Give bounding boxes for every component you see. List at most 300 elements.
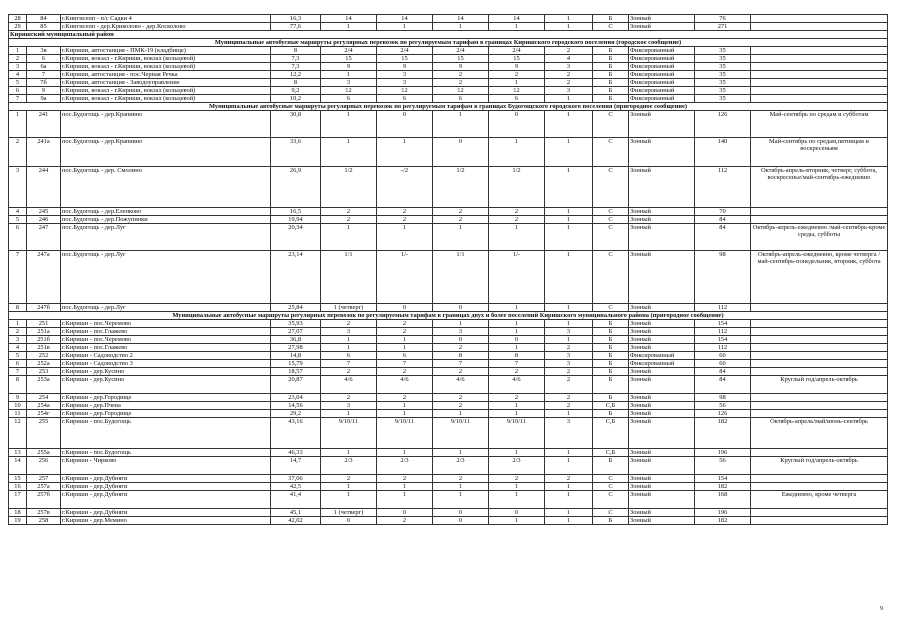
schedule-note — [751, 304, 888, 312]
row-number: 3 — [9, 336, 27, 344]
fare: 35 — [695, 63, 751, 71]
route-length: 7,3 — [271, 55, 321, 63]
schedule-note — [751, 352, 888, 360]
table-row — [9, 402, 888, 410]
route-name: пос.Будогощь - дер.Крапивно — [61, 111, 271, 138]
route-name: г.Кириши, вокзал - г.Кириши, вокзал (кольцевой) — [61, 63, 271, 71]
trips-thu: 1 — [489, 402, 545, 410]
trips-tue: 2 — [377, 320, 433, 328]
route-name: г.Кириши - пос.Черемово — [61, 336, 271, 344]
route-number: 245 — [27, 208, 61, 216]
route-number: 257в — [27, 509, 61, 517]
schedule-note — [751, 410, 888, 418]
route-name: г.Кириши - дер.Городище — [61, 410, 271, 418]
trips-wed: 0 — [433, 304, 489, 312]
tariff-type: Фиксированный — [629, 55, 695, 63]
trips-wed: 2 — [433, 394, 489, 402]
row-number: 1 — [9, 111, 27, 138]
table-row — [9, 320, 888, 328]
fare: 56 — [695, 457, 751, 475]
route-name: г.Кириши - дер.Кусино — [61, 376, 271, 394]
trips-thu: 2/3 — [489, 457, 545, 475]
vehicle-class: С — [593, 111, 629, 138]
fare: 70 — [695, 208, 751, 216]
trips-mon: 1 — [321, 491, 377, 509]
table-row — [9, 208, 888, 216]
tariff-type: Зонный — [629, 138, 695, 167]
trips-thu: 1 — [489, 224, 545, 251]
route-name: г.Кириши - Чирково — [61, 457, 271, 475]
schedule-note: Октябрь-апрель-ежедневно, кроме четверга /май-сентябрь-понедельник, вторник, суббота — [751, 251, 888, 304]
trips-thu: 8 — [489, 352, 545, 360]
row-number: 15 — [9, 475, 27, 483]
vehicle-class: С — [593, 216, 629, 224]
route-name: пос.Будогощь - дер. Смолино — [61, 167, 271, 208]
trips-wed: 1 — [433, 224, 489, 251]
route-number: 257б — [27, 491, 61, 509]
vehicle-class: С — [593, 509, 629, 517]
row-number: 2 — [9, 55, 27, 63]
table-row — [9, 410, 888, 418]
trips-thu: 1 — [489, 517, 545, 525]
vehicle-class: Б — [593, 517, 629, 525]
table-row — [9, 63, 888, 71]
trips-wed: 2 — [433, 344, 489, 352]
fare: 56 — [695, 402, 751, 410]
route-name: пос.Будогощь - дер.Луг — [61, 251, 271, 304]
trips-tue: 4/6 — [377, 376, 433, 394]
trips-tue: 2 — [377, 328, 433, 336]
fare: 154 — [695, 320, 751, 328]
trips-thu: 1 — [489, 79, 545, 87]
route-name: пос.Будогощь - дер.Луг — [61, 224, 271, 251]
fare: 35 — [695, 79, 751, 87]
schedule-note — [751, 517, 888, 525]
trips-mon: 3 — [321, 79, 377, 87]
table-row — [9, 23, 888, 31]
trips-wed: 9/10/11 — [433, 418, 489, 449]
vehicles-count: 1 — [545, 336, 593, 344]
route-number: 6а — [27, 63, 61, 71]
trips-mon: 4/6 — [321, 376, 377, 394]
trips-tue: 2 — [377, 517, 433, 525]
route-name: пос.Будогощь - дер.Крапивно — [61, 138, 271, 167]
vehicle-class: С — [593, 208, 629, 216]
table-row — [9, 483, 888, 491]
route-length: 16,5 — [271, 208, 321, 216]
table-row — [9, 368, 888, 376]
route-number: 6 — [27, 55, 61, 63]
vehicles-count: 1 — [545, 304, 593, 312]
table-row — [9, 55, 888, 63]
vehicles-count: 3 — [545, 360, 593, 368]
route-length: 77,6 — [271, 23, 321, 31]
fare: 112 — [695, 167, 751, 208]
route-name: г.Кириши - дер.Дубняги — [61, 483, 271, 491]
vehicle-class: Б — [593, 376, 629, 394]
route-length: 42,5 — [271, 483, 321, 491]
vehicle-class: С — [593, 491, 629, 509]
row-number: 5 — [9, 216, 27, 224]
route-length: 14,7 — [271, 457, 321, 475]
route-number: 7б — [27, 79, 61, 87]
trips-tue: 0 — [377, 304, 433, 312]
schedule-note — [751, 79, 888, 87]
trips-mon: 6 — [321, 352, 377, 360]
tariff-type: Фиксированный — [629, 87, 695, 95]
route-length: 8 — [271, 79, 321, 87]
row-number: 16 — [9, 483, 27, 491]
route-name: г.Кириши - дер.Мемино — [61, 517, 271, 525]
route-number: 3в — [27, 47, 61, 55]
trips-mon: 0 — [321, 517, 377, 525]
vehicle-class: С — [593, 483, 629, 491]
fare: 112 — [695, 304, 751, 312]
trips-wed: 1/1 — [433, 251, 489, 304]
table-row — [9, 418, 888, 449]
trips-wed: 2 — [433, 402, 489, 410]
table-row — [9, 360, 888, 368]
schedule-note — [751, 216, 888, 224]
trips-tue: 1 — [377, 23, 433, 31]
route-length: 16,3 — [271, 15, 321, 23]
tariff-type: Фиксированный — [629, 79, 695, 87]
trips-tue: 14 — [377, 15, 433, 23]
vehicles-count: 2 — [545, 475, 593, 483]
route-name: г.Кириши, автостанция - пос.Черная Речка — [61, 71, 271, 79]
route-length: 37,06 — [271, 475, 321, 483]
route-name: г.Кириши - дер.Дубняги — [61, 475, 271, 483]
trips-tue: 0 — [377, 111, 433, 138]
schedule-note — [751, 402, 888, 410]
trips-tue: 1 — [377, 491, 433, 509]
trips-mon: 15 — [321, 55, 377, 63]
table-row — [9, 111, 888, 138]
schedule-note — [751, 47, 888, 55]
fare: 126 — [695, 111, 751, 138]
trips-wed: 2 — [433, 208, 489, 216]
trips-mon: 1 (четверг) — [321, 509, 377, 517]
row-number: 7 — [9, 368, 27, 376]
row-number: 4 — [9, 344, 27, 352]
vehicle-class: С — [593, 251, 629, 304]
vehicles-count: 1 — [545, 15, 593, 23]
row-number: 19 — [9, 517, 27, 525]
route-name: г.Кингисепп - п/с Садки 4 — [61, 15, 271, 23]
row-number: 3 — [9, 167, 27, 208]
tariff-type: Зонный — [629, 394, 695, 402]
vehicle-class: Б — [593, 320, 629, 328]
vehicle-class: Б — [593, 63, 629, 71]
schedule-note — [751, 55, 888, 63]
schedule-note — [751, 483, 888, 491]
tariff-type: Зонный — [629, 402, 695, 410]
trips-thu: 1 — [489, 320, 545, 328]
vehicles-count: 1 — [545, 509, 593, 517]
fare: 98 — [695, 394, 751, 402]
tariff-type: Зонный — [629, 517, 695, 525]
trips-tue: 9/10/11 — [377, 418, 433, 449]
vehicle-class: С,Б — [593, 418, 629, 449]
route-number: 247б — [27, 304, 61, 312]
table-row — [9, 394, 888, 402]
vehicle-class: С,Б — [593, 402, 629, 410]
table-row — [9, 352, 888, 360]
vehicles-count: 1 — [545, 95, 593, 103]
row-number: 6 — [9, 87, 27, 95]
table-row — [9, 491, 888, 509]
vehicles-count: 1 — [545, 483, 593, 491]
fare: 271 — [695, 23, 751, 31]
trips-mon: 9/10/11 — [321, 418, 377, 449]
vehicle-class: Б — [593, 15, 629, 23]
route-length: 43,16 — [271, 418, 321, 449]
trips-tue: 1 — [377, 138, 433, 167]
route-name: г.Кириши - пос.Будогощь — [61, 449, 271, 457]
route-length: 14,8 — [271, 352, 321, 360]
schedule-note — [751, 63, 888, 71]
trips-mon: 1 — [321, 483, 377, 491]
trips-wed: 1 — [433, 111, 489, 138]
vehicle-class: Б — [593, 47, 629, 55]
table-row — [9, 15, 888, 23]
route-length: 8 — [271, 47, 321, 55]
route-length: 23,04 — [271, 394, 321, 402]
vehicle-class: Б — [593, 394, 629, 402]
route-length: 42,02 — [271, 517, 321, 525]
table-row — [9, 138, 888, 167]
route-number: 251б — [27, 336, 61, 344]
table-row — [9, 328, 888, 336]
trips-thu: 1 — [489, 483, 545, 491]
route-number: 254 — [27, 394, 61, 402]
route-number: 251а — [27, 328, 61, 336]
schedule-note — [751, 95, 888, 103]
tariff-type: Зонный — [629, 251, 695, 304]
vehicles-count: 1 — [545, 410, 593, 418]
route-name: г.Кингисепп - дер.Криколово - дер.Косколово — [61, 23, 271, 31]
route-number: 251в — [27, 344, 61, 352]
trips-thu: 4/6 — [489, 376, 545, 394]
route-length: 14,56 — [271, 402, 321, 410]
row-number: 4 — [9, 208, 27, 216]
vehicles-count: 1 — [545, 320, 593, 328]
tariff-type: Зонный — [629, 304, 695, 312]
row-number: 1 — [9, 320, 27, 328]
trips-wed: 8 — [433, 352, 489, 360]
route-length: 20,34 — [271, 224, 321, 251]
trips-thu: 1 — [489, 410, 545, 418]
trips-mon: 1 — [321, 449, 377, 457]
schedule-note: Октябрь-апрель/май/июнь-сентябрь — [751, 418, 888, 449]
trips-tue: 6 — [377, 95, 433, 103]
vehicles-count: 3 — [545, 328, 593, 336]
route-length: 12,2 — [271, 71, 321, 79]
trips-mon: 3 — [321, 328, 377, 336]
trips-wed: 1 — [433, 491, 489, 509]
trips-tue: 1 — [377, 410, 433, 418]
trips-mon: 1 — [321, 23, 377, 31]
route-number: 246 — [27, 216, 61, 224]
trips-mon: 1 — [321, 344, 377, 352]
vehicles-count: 2 — [545, 71, 593, 79]
trips-wed: 7 — [433, 360, 489, 368]
schedule-sheet — [8, 14, 888, 525]
trips-thu: 1 — [489, 449, 545, 457]
route-name: г.Кириши - пос.Глажево — [61, 328, 271, 336]
table-row — [9, 71, 888, 79]
row-number: 2 — [9, 138, 27, 167]
vehicle-class: Б — [593, 71, 629, 79]
trips-thu: 1/2 — [489, 167, 545, 208]
row-number: 11 — [9, 410, 27, 418]
fare: 84 — [695, 216, 751, 224]
route-number: 255а — [27, 449, 61, 457]
fare: 154 — [695, 475, 751, 483]
vehicles-count: 1 — [545, 138, 593, 167]
trips-thu: 9/10/11 — [489, 418, 545, 449]
vehicles-count: 2 — [545, 368, 593, 376]
trips-thu: 1 — [489, 491, 545, 509]
route-name: г.Кириши, автостанция - Заводоуправление — [61, 79, 271, 87]
trips-thu: 15 — [489, 55, 545, 63]
trips-wed: 6 — [433, 95, 489, 103]
vehicles-count: 1 — [545, 251, 593, 304]
fare: 182 — [695, 483, 751, 491]
trips-tue: 1/- — [377, 251, 433, 304]
fare: 60 — [695, 360, 751, 368]
tariff-type: Фиксированный — [629, 63, 695, 71]
table-row — [9, 509, 888, 517]
vehicle-class: Б — [593, 55, 629, 63]
table-row — [9, 87, 888, 95]
fare: 84 — [695, 368, 751, 376]
trips-thu: 2 — [489, 368, 545, 376]
table-row — [9, 517, 888, 525]
trips-mon: 2/4 — [321, 47, 377, 55]
route-name: г.Кириши - дер.Кусино — [61, 368, 271, 376]
route-length: 30,8 — [271, 111, 321, 138]
vehicle-class: С — [593, 224, 629, 251]
vehicle-class: С,Б — [593, 449, 629, 457]
route-number: 257 — [27, 475, 61, 483]
tariff-type: Зонный — [629, 167, 695, 208]
fare: 35 — [695, 87, 751, 95]
table-row — [9, 336, 888, 344]
trips-mon: 1 — [321, 336, 377, 344]
trips-mon: 2/3 — [321, 457, 377, 475]
trips-mon: 1 — [321, 224, 377, 251]
tariff-type: Фиксированный — [629, 360, 695, 368]
route-number: 9 — [27, 87, 61, 95]
vehicles-count: 1 — [545, 23, 593, 31]
vehicle-class: Б — [593, 352, 629, 360]
schedule-note — [751, 368, 888, 376]
section-title — [9, 103, 888, 111]
trips-thu: 1 — [489, 23, 545, 31]
vehicles-count: 1 — [545, 167, 593, 208]
trips-tue: 2/3 — [377, 457, 433, 475]
schedule-note: Октябрь-апрель-вторник, четверг, суббота, воскресенье/май-сентябрь-ежедневно — [751, 167, 888, 208]
route-length: 15,79 — [271, 360, 321, 368]
section-title — [9, 312, 888, 320]
vehicles-count: 1 — [545, 491, 593, 509]
trips-mon: 1 — [321, 138, 377, 167]
fare: 98 — [695, 251, 751, 304]
route-length: 33,6 — [271, 138, 321, 167]
schedule-note — [751, 449, 888, 457]
routes-table — [8, 14, 888, 525]
trips-wed: 1 — [433, 449, 489, 457]
trips-tue: 1 — [377, 449, 433, 457]
trips-thu: 0 — [489, 509, 545, 517]
fare: 182 — [695, 418, 751, 449]
trips-thu: 2 — [489, 394, 545, 402]
trips-mon: 12 — [321, 87, 377, 95]
fare: 76 — [695, 15, 751, 23]
route-name: г.Кириши - Садоводство 2 — [61, 352, 271, 360]
schedule-note: Май-сентябрь по средам и субботам — [751, 111, 888, 138]
route-length: 7,3 — [271, 63, 321, 71]
trips-tue: 1 — [377, 336, 433, 344]
trips-tue: 3 — [377, 79, 433, 87]
fare: 140 — [695, 138, 751, 167]
trips-thu: 6 — [489, 95, 545, 103]
vehicle-class: С — [593, 138, 629, 167]
route-name: пос.Будогощь - дер.Луг — [61, 304, 271, 312]
tariff-type: Фиксированный — [629, 71, 695, 79]
table-row — [9, 216, 888, 224]
row-number: 5 — [9, 352, 27, 360]
route-name: г.Кириши - дер.Пчева — [61, 402, 271, 410]
row-number: 2 — [9, 328, 27, 336]
route-number: 85 — [27, 23, 61, 31]
route-length: 9,2 — [271, 87, 321, 95]
route-name: г.Кириши - дер.Дубняги — [61, 509, 271, 517]
trips-wed: 0 — [433, 509, 489, 517]
route-length: 18,57 — [271, 368, 321, 376]
region-header — [9, 31, 888, 39]
tariff-type: Зонный — [629, 410, 695, 418]
vehicles-count: 2 — [545, 394, 593, 402]
vehicle-class: С — [593, 475, 629, 483]
trips-tue: 1 — [377, 344, 433, 352]
trips-thu: 0 — [489, 111, 545, 138]
vehicle-class: Б — [593, 79, 629, 87]
section-title-text: Муниципальные автобусные маршруты регулярных перевозок по регулируемым тарифам в границах Киришского городского поселения (городское сообщение) — [9, 39, 888, 47]
vehicles-count: 3 — [545, 418, 593, 449]
route-length: 20,87 — [271, 376, 321, 394]
schedule-note — [751, 87, 888, 95]
row-number: 8 — [9, 304, 27, 312]
route-length: 41,4 — [271, 491, 321, 509]
vehicles-count: 2 — [545, 402, 593, 410]
vehicle-class: Б — [593, 336, 629, 344]
trips-tue: 0 — [377, 509, 433, 517]
trips-thu: 2 — [489, 475, 545, 483]
tariff-type: Зонный — [629, 15, 695, 23]
route-length: 26,9 — [271, 167, 321, 208]
route-length: 25,84 — [271, 304, 321, 312]
route-number: 256 — [27, 457, 61, 475]
schedule-note — [751, 509, 888, 517]
trips-tue: 1 — [377, 483, 433, 491]
trips-mon: 2 — [321, 394, 377, 402]
trips-thu: 0 — [489, 336, 545, 344]
schedule-note — [751, 336, 888, 344]
table-row — [9, 475, 888, 483]
route-number: 254а — [27, 402, 61, 410]
